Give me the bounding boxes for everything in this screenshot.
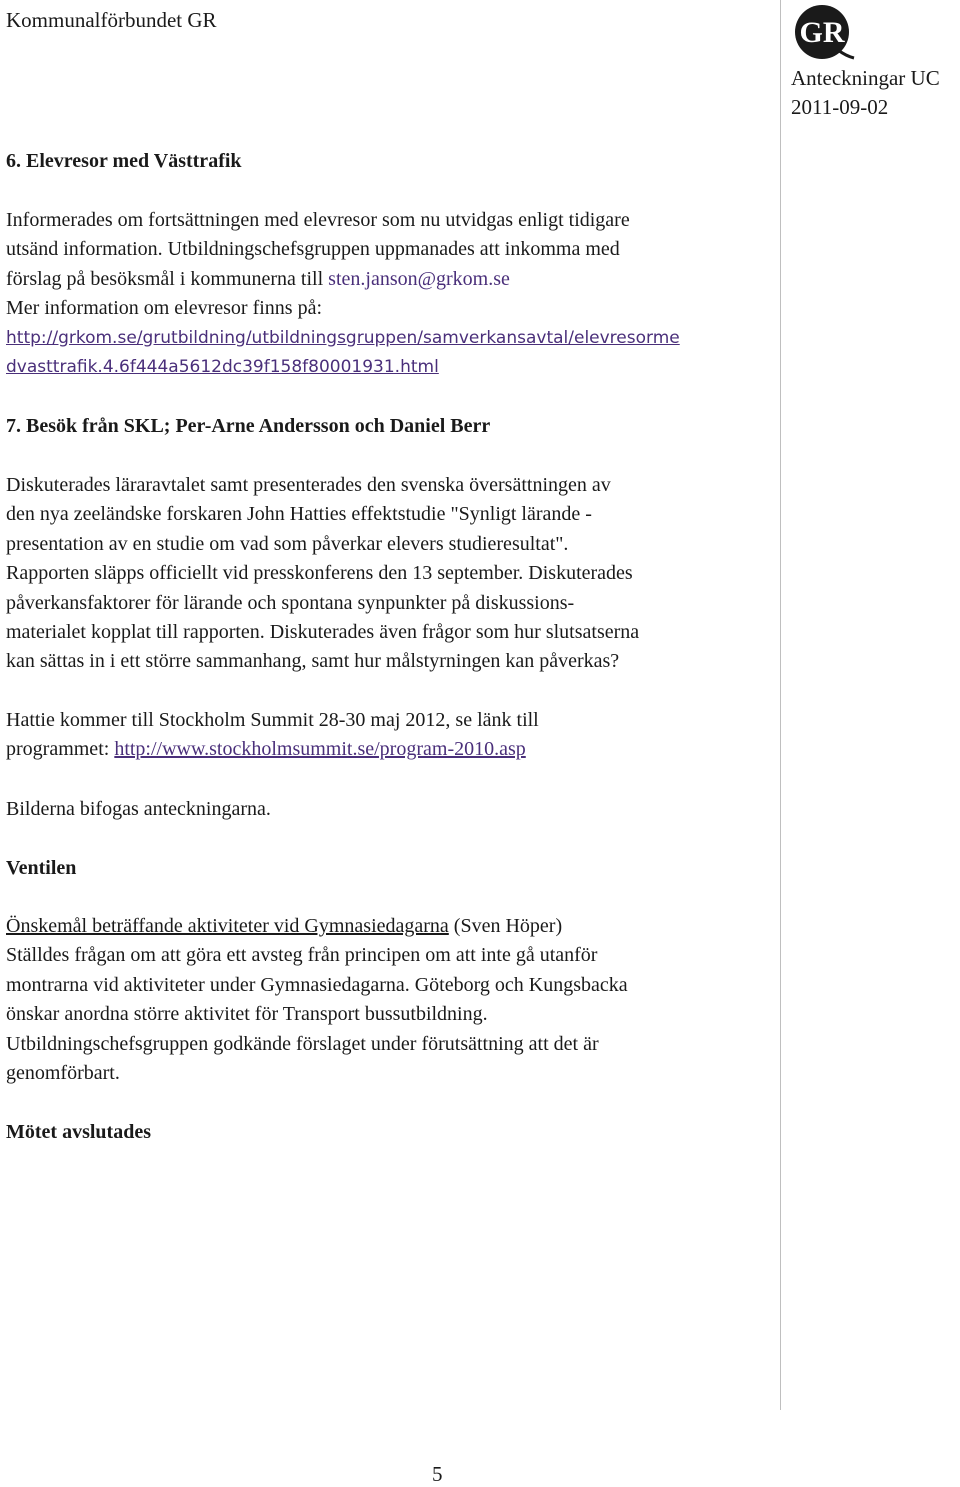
- closing-heading: Mötet avslutades: [6, 1121, 151, 1143]
- elevresor-link-continued[interactable]: dvasttrafik.4.6f444a5612dc39f158f80001931.html: [6, 356, 439, 377]
- text-line: [6, 735, 539, 764]
- organization-name: Kommunalförbundet GR: [6, 8, 217, 32]
- ventilen-text: [6, 912, 628, 1088]
- text-line: montrarna vid aktiviteter under Gymnasiedagarna. Göteborg och Kungsbacka: [6, 973, 628, 996]
- ventilen-topic-author: (Sven Höper): [448, 915, 563, 937]
- text-line: genomförbart.: [6, 1061, 120, 1084]
- text-fragment: förslag på besöksmål i kommunerna till: [6, 267, 329, 290]
- elevresor-link[interactable]: http://grkom.se/grutbildning/utbildningsgruppen/samverkansavtal/elevresorme: [6, 327, 680, 348]
- text-line: kan sättas in i ett större sammanhang, samt hur målstyrningen kan påverkas?: [6, 650, 620, 673]
- text-line: [6, 265, 680, 294]
- svg-text:GR: GR: [799, 16, 845, 49]
- text-line: Diskuterades läraravtalet samt presenterades den svenska översättningen av: [6, 474, 611, 496]
- text-line: Informerades om fortsättningen med elevresor som nu utvidgas enligt tidigare: [6, 209, 630, 231]
- summit-program-link[interactable]: http://www.stockholmsummit.se/program-2010.asp: [114, 738, 526, 761]
- ventilen-heading: Ventilen: [6, 857, 77, 879]
- section-7-paragraph: [6, 471, 639, 677]
- text-fragment: programmet:: [6, 738, 115, 761]
- text-line: den nya zeeländske forskaren John Hatties effektstudie "Synligt lärande -: [6, 503, 592, 526]
- text-line: Utbildningschefsgruppen godkände förslaget under förutsättning att det är: [6, 1032, 599, 1055]
- text-line: påverkansfaktorer för lärande och spontana synpunkter på diskussions-: [6, 591, 575, 614]
- email-link[interactable]: sten.janson@grkom.se: [328, 267, 510, 290]
- text-line: Ställdes frågan om att göra ett avsteg från principen om att inte gå utanför: [6, 944, 598, 967]
- text-line: Hattie kommer till Stockholm Summit 28-30 maj 2012, se länk till: [6, 709, 539, 731]
- section-6-heading: 6. Elevresor med Västtrafik: [6, 150, 242, 172]
- page-number: 5: [432, 1462, 443, 1486]
- text-line: önskar anordna större aktivitet för Transport bussutbildning.: [6, 1003, 488, 1026]
- text-line: [6, 912, 628, 941]
- text-line: materialet kopplat till rapporten. Diskuterades även frågor som hur slutsatserna: [6, 620, 640, 643]
- text-line: presentation av en studie om vad som påverkar elevers studieresultat".: [6, 532, 569, 555]
- attachments-note: Bilderna bifogas anteckningarna.: [6, 798, 271, 820]
- gr-logo: [794, 4, 856, 62]
- document-date: 2011-09-02: [791, 95, 889, 119]
- section-6-text: [6, 206, 680, 382]
- summit-paragraph: [6, 706, 539, 765]
- section-7-heading: 7. Besök från SKL; Per-Arne Andersson och Daniel Berr: [6, 415, 491, 437]
- text-line: Mer information om elevresor finns på:: [6, 297, 323, 320]
- ventilen-topic: Önskemål beträffande aktiviteter vid Gymnasiedagarna: [6, 915, 449, 937]
- document-type: Anteckningar UC: [791, 66, 940, 90]
- text-line: utsänd information. Utbildningschefsgruppen uppmanades att inkomma med: [6, 238, 620, 261]
- margin-divider: [780, 0, 781, 1410]
- text-line: Rapporten släpps officiellt vid presskonferens den 13 september. Diskuterades: [6, 562, 633, 585]
